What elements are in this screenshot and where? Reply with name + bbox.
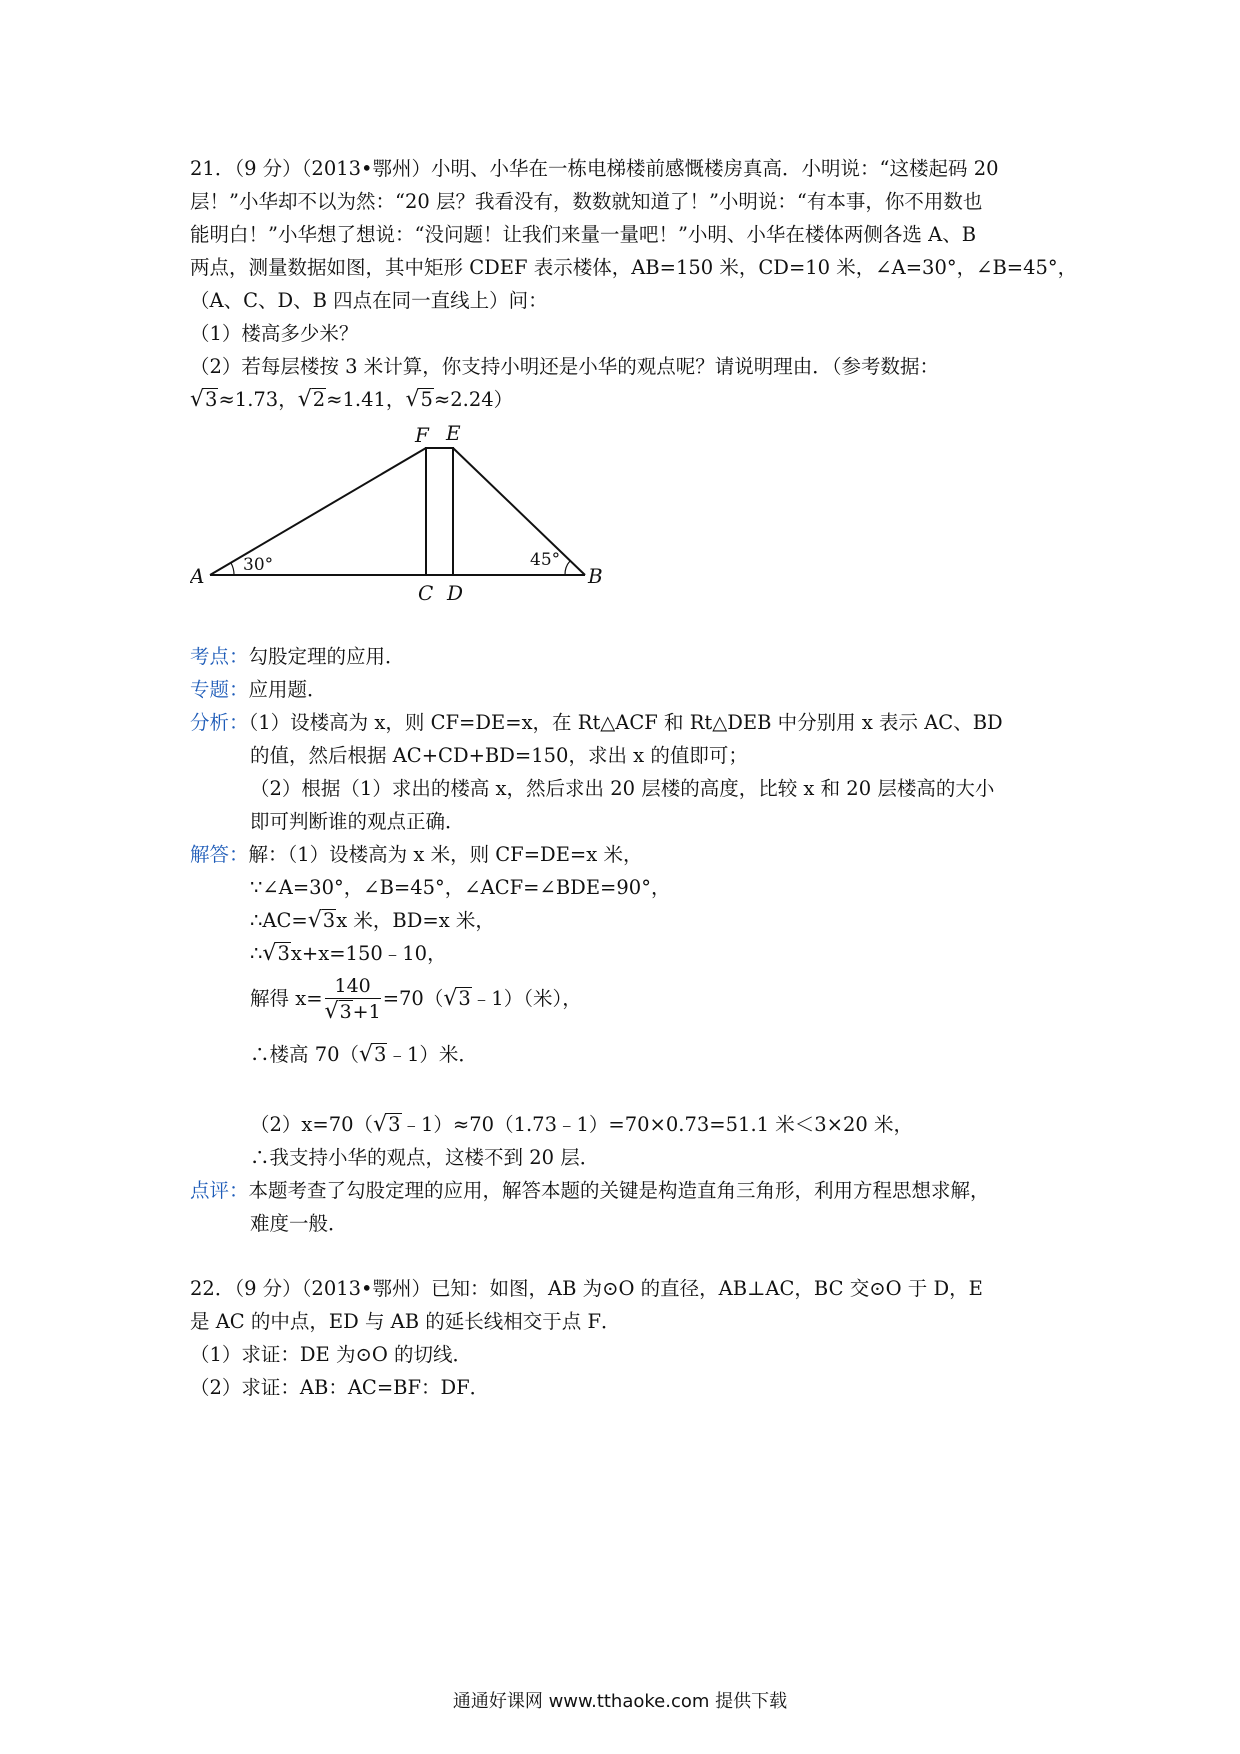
kaodian-row [190, 640, 405, 673]
radicand: 3 [374, 1043, 387, 1066]
label-c: C [418, 581, 434, 605]
fraction [325, 974, 381, 1025]
kaodian-text: 勾股定理的应用． [248, 645, 405, 668]
jieda-text-6 [250, 1038, 478, 1071]
angle-a-label: 30° [243, 555, 274, 575]
ref-value: ≈1.41， [326, 388, 406, 411]
sqrt-symbol: √ [297, 387, 312, 412]
radicand: 3 [458, 987, 471, 1010]
jieda-label: 解答： [190, 843, 249, 866]
fenxi-text-2: 的值，然后根据 AC+CD+BD=150，求出 x 的值即可； [250, 744, 748, 767]
sqrt-symbol: √ [307, 908, 322, 933]
q21-line-2: 层！”小华却不以为然：“20 层？我看没有，数数就知道了！”小明说：“有本事，你不用数也 [190, 190, 983, 213]
jieda-text-8: ∴我支持小华的观点，这楼不到 20 层． [250, 1146, 600, 1169]
radicand: 2 [312, 388, 326, 411]
label-a: A [190, 564, 205, 588]
dianping-text-2: 难度一般． [250, 1212, 348, 1235]
radicand: 3 [339, 1001, 352, 1023]
radicand: 3 [277, 942, 290, 965]
text-span: 解得 x= [250, 987, 323, 1010]
ref-value: ≈2.24） [433, 388, 514, 411]
fenxi-text-3: （2）根据（1）求出的楼高 x，然后求出 20 层楼的高度，比较 x 和 20 层楼高的大小 [250, 777, 995, 800]
zhuanti-text: 应用题． [248, 678, 327, 701]
jieda-text-7 [250, 1108, 913, 1141]
text-span: ∴AC= [250, 909, 308, 932]
geometry-figure [190, 418, 610, 608]
jieda-row [190, 838, 642, 871]
label-d: D [447, 581, 464, 605]
building-rect-cdef [426, 448, 453, 575]
ref-value: ≈1.73， [218, 388, 298, 411]
fenxi-label: 分析： [190, 711, 249, 734]
label-b: B [588, 564, 603, 588]
q22-part-1: （1）求证：DE 为⊙O 的切线． [190, 1343, 472, 1366]
sqrt-symbol: √ [262, 941, 277, 966]
text-span: x+x=150﹣10， [290, 942, 447, 965]
text-span: （2）x=70（ [250, 1113, 374, 1136]
text-span: ∴ [250, 942, 263, 965]
fraction-denominator [325, 999, 381, 1025]
q21-line-3: 能明白！”小华想了想说：“没问题！让我们来量一量吧！”小明、小华在楼体两侧各选 A、B [190, 223, 977, 246]
text-span: ﹣1）米． [387, 1043, 478, 1066]
q22-line-1: 22．（9 分）（2013•鄂州）已知：如图，AB 为⊙O 的直径，AB⊥AC，BC 交⊙O 于 D，E [190, 1277, 983, 1300]
text-span: x 米，BD=x 米， [336, 909, 495, 932]
angle-b-label: 45° [530, 550, 561, 570]
jieda-text-1: 解：（1）设楼高为 x 米，则 CF=DE=x 米， [248, 843, 643, 866]
sqrt-symbol: √ [190, 387, 205, 412]
radicand: 3 [322, 909, 336, 932]
kaodian-label: 考点： [190, 645, 249, 668]
line-eb [453, 448, 585, 575]
fenxi-text-1: （1）设楼高为 x，则 CF=DE=x，在 Rt△ACF 和 Rt△DEB 中分别用 x 表示 AC、BD [248, 711, 1003, 734]
radicand: 3 [388, 1113, 401, 1136]
sqrt-symbol: √ [373, 1112, 388, 1137]
jieda-text-3 [250, 904, 495, 937]
dianping-label: 点评： [190, 1179, 249, 1202]
q22-part-2: （2）求证：AB：AC=BF：DF． [190, 1376, 490, 1399]
q21-part-1: （1）楼高多少米？ [190, 322, 359, 345]
sqrt-symbol: √ [324, 999, 339, 1024]
angle-arc-a [231, 563, 234, 575]
fenxi-text-4: 即可判断谁的观点正确． [250, 810, 465, 833]
q21-line-5: （A、C、D、B 四点在同一直线上）问： [190, 289, 548, 312]
jieda-text-4 [250, 937, 447, 970]
fraction-numerator: 140 [325, 974, 381, 999]
dianping-row [190, 1174, 990, 1207]
sqrt-symbol: √ [359, 1042, 374, 1067]
q21-line-4: 两点，测量数据如图，其中矩形 CDEF 表示楼体，AB=150 米，CD=10 米，∠A=30°，∠B=45°， [190, 256, 1078, 279]
text-span: ﹣1）≈70（1.73﹣1）=70×0.73=51.1 米＜3×20 米， [401, 1113, 914, 1136]
label-e: E [446, 421, 461, 445]
jieda-text-2: ∵∠A=30°，∠B=45°，∠ACF=∠BDE=90°， [250, 876, 671, 899]
jieda-text-5 [250, 970, 582, 1028]
zhuanti-row [190, 673, 327, 706]
text-span: =70（ [382, 987, 444, 1010]
q21-part-2: （2）若每层楼按 3 米计算，你支持小明还是小华的观点呢？请说明理由．（参考数据： [190, 355, 939, 378]
dianping-text-1: 本题考查了勾股定理的应用，解答本题的关键是构造直角三角形，利用方程思想求解， [248, 1179, 990, 1202]
fenxi-row [190, 706, 1003, 739]
sqrt-symbol: √ [443, 986, 458, 1011]
q22-line-2: 是 AC 的中点，ED 与 AB 的延长线相交于点 F． [190, 1310, 621, 1333]
sqrt-symbol: √ [405, 387, 420, 412]
radicand: 5 [420, 388, 433, 411]
text-span: +1 [352, 1001, 381, 1023]
radicand: 3 [205, 388, 218, 411]
q21-reference-data [190, 383, 513, 416]
footer-watermark: 通通好课网 www.tthaoke.com 提供下载 [452, 1691, 788, 1712]
angle-arc-b [565, 561, 570, 575]
zhuanti-label: 专题： [190, 678, 249, 701]
text-span: ∴楼高 70（ [250, 1043, 360, 1066]
q21-line-1: 21．（9 分）（2013•鄂州）小明、小华在一栋电梯楼前感慨楼房真高．小明说：“这楼起码 20 [190, 157, 999, 180]
label-f: F [415, 423, 429, 447]
text-span: ﹣1）（米）， [471, 987, 582, 1010]
